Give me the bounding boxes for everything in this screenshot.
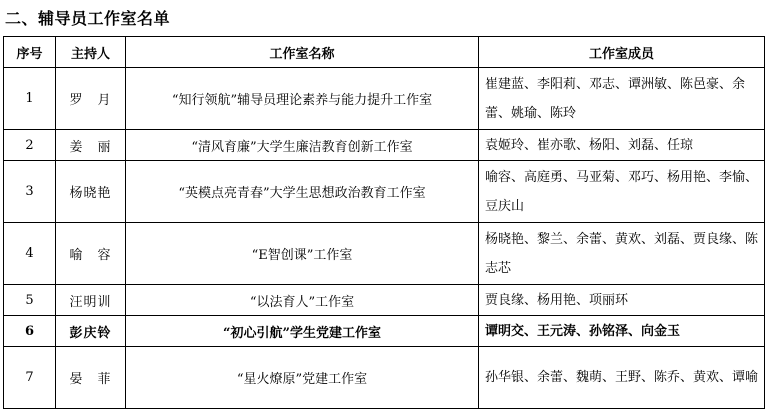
row-members: 袁姬玲、崔亦歌、杨阳、刘磊、任琼: [479, 130, 765, 161]
row-host: 姜 丽: [56, 130, 126, 161]
header-studio: 工作室名称: [126, 37, 479, 68]
row-no: 2: [4, 130, 56, 161]
row-studio: “清风育廉”大学生廉洁教育创新工作室: [126, 130, 479, 161]
row-host: 罗 月: [56, 68, 126, 130]
table-row: [4, 285, 765, 316]
row-members: 喻容、高庭勇、马亚菊、邓巧、杨用艳、李愉、豆庆山: [479, 161, 765, 223]
row-host: 彭庆铃: [56, 316, 126, 347]
row-host: 晏 菲: [56, 347, 126, 409]
header-no: 序号: [4, 37, 56, 68]
table-row: [4, 68, 765, 130]
row-no: 6: [4, 316, 56, 347]
row-studio: “星火燎原”党建工作室: [126, 347, 479, 409]
row-members: 谭明交、王元涛、孙铭泽、向金玉: [479, 316, 765, 347]
row-host: 杨晓艳: [56, 161, 126, 223]
row-studio: “知行领航”辅导员理论素养与能力提升工作室: [126, 68, 479, 130]
table-row: [4, 161, 765, 223]
row-members: 崔建蓝、李阳莉、邓志、谭洲敏、陈邑豪、余蕾、姚瑜、陈玲: [479, 68, 765, 130]
row-no: 5: [4, 285, 56, 316]
row-studio: “初心引航”学生党建工作室: [126, 316, 479, 347]
header-members: 工作室成员: [479, 37, 765, 68]
row-members: 孙华银、余蕾、魏萌、王野、陈乔、黄欢、谭喻: [479, 347, 765, 409]
row-studio: “E智创课”工作室: [126, 223, 479, 285]
header-host: 主持人: [56, 37, 126, 68]
row-studio: “以法育人”工作室: [126, 285, 479, 316]
row-no: 7: [4, 347, 56, 409]
row-host: 喻 容: [56, 223, 126, 285]
row-members: 贾良缘、杨用艳、项丽环: [479, 285, 765, 316]
row-studio: “英模点亮青春”大学生思想政治教育工作室: [126, 161, 479, 223]
row-host: 汪明训: [56, 285, 126, 316]
row-no: 1: [4, 68, 56, 130]
row-members: 杨晓艳、黎兰、余蕾、黄欢、刘磊、贾良缘、陈志芯: [479, 223, 765, 285]
table-row: [4, 223, 765, 285]
table-header-row: [4, 37, 765, 68]
section-title: 二、辅导员工作室名单: [5, 9, 171, 28]
studio-roster-table: [3, 36, 765, 409]
table-row: [4, 316, 765, 347]
row-no: 3: [4, 161, 56, 223]
table-row: [4, 130, 765, 161]
row-no: 4: [4, 223, 56, 285]
table-row: [4, 347, 765, 409]
